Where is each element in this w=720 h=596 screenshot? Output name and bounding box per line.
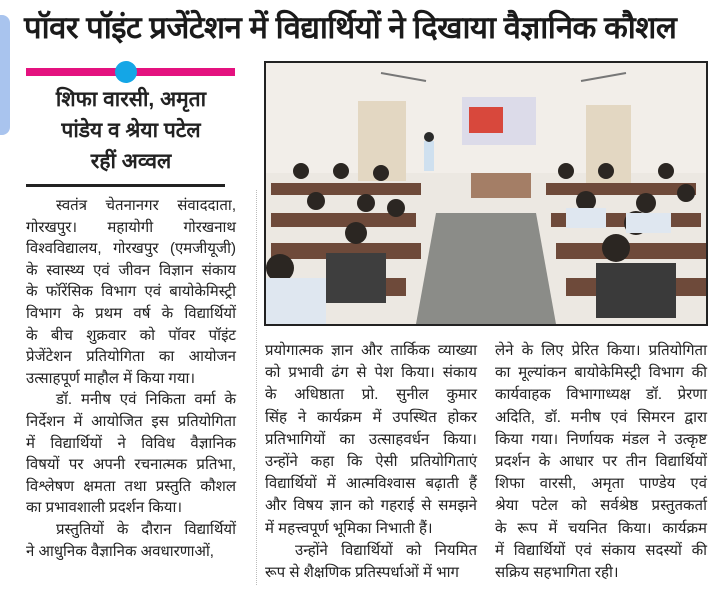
text-line: विश्लेषण क्षमता तथा प्रस्तुति कौशल [26,477,236,495]
side-tab-decoration [0,15,10,135]
headline: पॉवर पॉइंट प्रजेंटेशन में विद्यार्थियों ने दिखाया वैज्ञानिक कौशल [24,10,677,45]
column-separator [256,190,259,585]
divider [26,184,225,187]
text-line: कार्यवाहक विभागाध्यक्ष डॉ. प्रेरणा [495,386,707,404]
text-line: के फॉरेंसिक विभाग एवं बायोकेमिस्ट्री [26,283,236,301]
text-line: के स्वास्थ्य एवं जीवन विज्ञान संकाय [26,261,236,279]
text-line: उन्होंने कहा कि ऐसी प्रतियोगिताएं [265,453,477,471]
subheadline-line: रहीं अव्वल [90,150,172,173]
text-line: विषयों पर अपनी रचनात्मक प्रतिभा, [26,456,236,474]
text-line: प्रदर्शन के आधार पर तीन विद्यार्थियों [495,453,707,471]
text-line: रूप से शैक्षणिक प्रतिस्पर्धाओं में भाग [265,564,459,582]
text-line: उन्होंने विद्यार्थियों को नियमित [295,541,477,559]
paragraph [26,195,236,389]
text-line: के अधिष्ठाता प्रो. सुनील कुमार [265,386,477,404]
text-line: विद्यार्थियों में आत्मविश्वास बढ़ाती हैं [265,475,477,493]
text-line: शिफा वारसी, अमृता पाण्डेय एवं [495,475,707,493]
text-line: श्रेया पटेल को सर्वश्रेष्ठ प्रस्तुतकर्ता [495,497,707,515]
text-line: किया गया। निर्णायक मंडल ने उत्कृष्ट [495,430,707,448]
text-line: सक्रिय सहभागिता रही। [495,564,619,582]
accent-dot [115,61,137,83]
paragraph [265,340,477,540]
article-column-middle [265,340,477,584]
text-line: के बीच शुक्रवार को पॉवर पॉइंट [26,326,236,344]
text-line: को प्रभावी ढंग से पेश किया। संकाय [265,364,477,382]
classroom-photo [264,61,708,326]
paragraph [265,540,477,584]
text-line: सिंह ने कार्यक्रम में उपस्थित होकर [265,408,477,426]
text-line: अदिति, डॉ. मनीष एवं सिमरन द्वारा [495,408,707,426]
text-line: उत्साहपूर्ण माहौल में किया गया। [26,369,196,387]
text-line: लेने के लिए प्रेरित किया। प्रतियोगिता [495,342,707,359]
text-line: प्रयोगात्मक ज्ञान और तार्किक व्याख्या [265,342,477,359]
article-column-right [495,340,707,584]
text-line: डॉ. मनीष एवं निकिता वर्मा के [56,391,236,409]
text-line: में महत्त्वपूर्ण भूमिका निभाती हैं। [265,519,433,537]
text-line: विभाग के प्रथम वर्ष के विद्यार्थियों [26,304,236,322]
text-line: गोरखपुर। महायोगी गोरखनाथ [26,218,236,236]
text-line: प्रस्तुतियों के दौरान विद्यार्थियों [56,520,236,538]
text-line: में विद्यार्थियों ने विविध वैज्ञानिक [26,434,236,452]
text-line: और विषय ज्ञान को गहराई से समझने [265,497,477,515]
text-line: का प्रभावशाली प्रदर्शन किया। [26,499,183,517]
text-line: निर्देशन में आयोजित इस प्रतियोगिता [26,412,236,430]
text-line: में विद्यार्थियों एवं संकाय सदस्यों की [495,541,707,559]
paragraph [26,519,236,562]
text-line: के रूप में चयनित किया। कार्यक्रम [495,519,707,537]
text-line: ने आधुनिक वैज्ञानिक अवधारणाओं, [26,542,214,560]
classroom-photo-illustration [266,63,706,324]
text-line: का मूल्यांकन बायोकेमिस्ट्री विभाग की [495,364,707,382]
text-line: प्रेजेंटेशन प्रतियोगिता का आयोजन [26,348,236,366]
paragraph [26,389,236,519]
subheadline-line: शिफा वारसी, अमृता [55,88,207,111]
text-line: विश्वविद्यालय, गोरखपुर (एमजीयूजी) [26,240,236,258]
paragraph [495,340,707,584]
article-column-left [26,195,236,562]
subheadline [20,84,242,177]
subheadline-line: पांडेय व श्रेया पटेल [61,119,201,142]
text-line: प्रतिभागियों का उत्साहवर्धन किया। [265,430,477,448]
text-line: स्वतंत्र चेतनानगर संवाददाता, [56,197,236,214]
